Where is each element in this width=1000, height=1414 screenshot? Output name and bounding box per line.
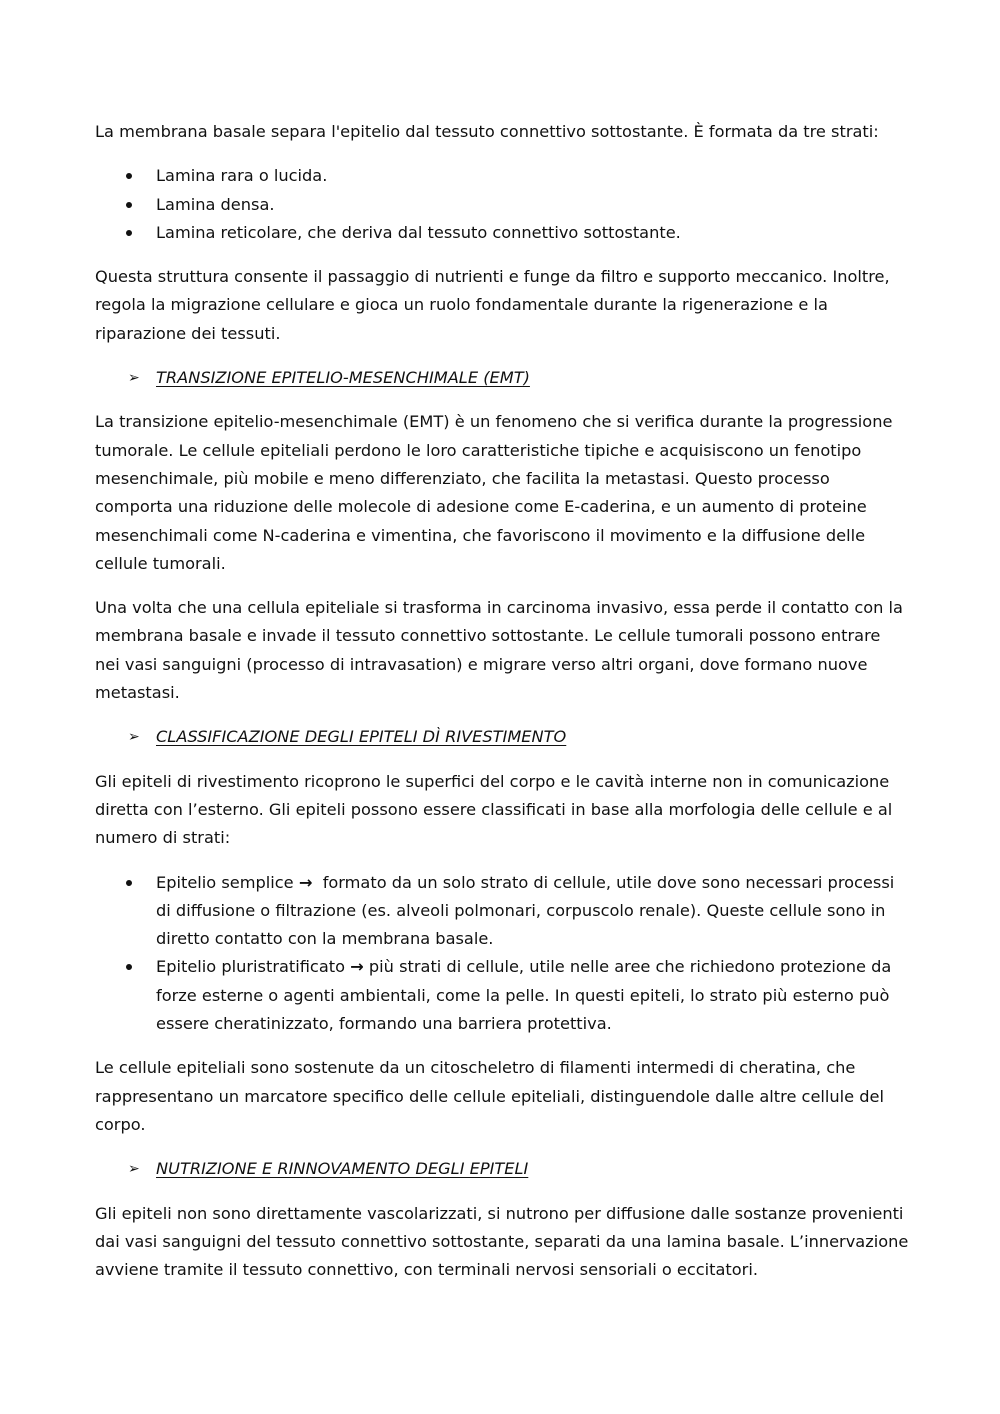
epithelia-list [95, 869, 910, 1039]
list-item-text: formato da un solo strato di cellule, utile dove sono necessari processi di diffusione o filtrazione (es. alveoli polmonari, corpuscolo renale). Queste cellule sono in diretto contatto con la membrana basale. [156, 872, 895, 949]
list-item-text: Lamina rara o lucida. [156, 166, 328, 186]
list-item-term: Epitelio pluristratificato [156, 957, 346, 977]
list-item-text: Lamina reticolare, che deriva dal tessuto connettivo sottostante. [156, 222, 681, 242]
bullet-icon [126, 964, 132, 970]
right-arrow-icon: → [298, 872, 313, 892]
list-item [95, 162, 910, 190]
bullet-icon [126, 202, 132, 208]
bullet-icon [126, 173, 132, 179]
section-heading-text: CLASSIFICAZIONE DEGLI EPITELI DÌ RIVESTIMENTO [156, 727, 567, 747]
bullet-icon [126, 230, 132, 236]
list-item [95, 953, 910, 1038]
paragraph-nutrition: Gli epiteli non sono direttamente vascolarizzati, si nutrono per diffusione dalle sostanze provenienti dai vasi sanguigni del tessuto connettivo sottostante, separati da una lamina basale. L’innervazione avviene tramite il tessuto connettivo, con terminali nervosi sensoriali o eccitatori. [95, 1203, 909, 1280]
list-item-text: più strati di cellule, utile nelle aree che richiedono protezione da forze esterne o agenti ambientali, come la pelle. In questi epiteli, lo strato più esterno può essere cheratinizzato, formando una barriera protettiva. [156, 957, 892, 1034]
list-item-text: Lamina densa. [156, 194, 275, 214]
arrowhead-bullet-icon: ➢ [128, 729, 140, 746]
right-arrow-icon: → [350, 957, 364, 977]
paragraph-basement-membrane: La membrana basale separa l'epitelio dal tessuto connettivo sottostante. È formata da tre strati: [95, 122, 879, 141]
layers-list [95, 162, 910, 247]
section-heading-nutrition [95, 1155, 910, 1183]
section-heading-emt [95, 364, 910, 392]
list-item [95, 191, 910, 219]
paragraph-emt: La transizione epitelio-mesenchimale (EMT) è un fenomeno che si verifica durante la progressione tumorale. Le cellule epiteliali perdono le loro caratteristiche tipiche e acquisiscono un fenotipo mesenchimale, più mobile e meno differenziato, che facilita la metastasi. Questo processo comporta una riduzione delle molecole di adesione come E-caderina, e un aumento di proteine mesenchimali come N-caderina e vimentina, che favoriscono il movimento e la diffusione delle cellule tumorali. [95, 412, 893, 573]
list-item-term: Epitelio semplice [156, 872, 294, 892]
paragraph-cytoskeleton: Le cellule epiteliali sono sostenute da un citoscheletro di filamenti intermedi di cheratina, che rappresentano un marcatore specifico delle cellule epiteliali, distinguendole dalle altre cellule del corpo. [95, 1058, 884, 1134]
paragraph-carcinoma: Una volta che una cellula epiteliale si trasforma in carcinoma invasivo, essa perde il contatto con la membrana basale e invade il tessuto connettivo sottostante. Le cellule tumorali possono entrare nei vasi sanguigni (processo di intravasation) e migrare verso altri organi, dove formano nuove metastasi. [95, 598, 903, 703]
bullet-icon [126, 880, 132, 886]
section-heading-text: TRANSIZIONE EPITELIO-MESENCHIMALE (EMT) [156, 368, 530, 388]
section-heading-classification [95, 723, 910, 751]
arrowhead-bullet-icon: ➢ [128, 1161, 140, 1178]
list-item [95, 219, 910, 247]
list-item [95, 869, 910, 954]
paragraph-lining-epithelia: Gli epiteli di rivestimento ricoprono le superfici del corpo e le cavità interne non in comunicazione diretta con l’esterno. Gli epiteli possono essere classificati in base alla morfologia delle cellule e al numero di strati: [95, 771, 893, 848]
document-body [95, 118, 910, 1300]
paragraph-structure-function: Questa struttura consente il passaggio di nutrienti e funge da filtro e supporto meccanico. Inoltre, regola la migrazione cellulare e gioca un ruolo fondamentale durante la rigenerazione e la riparazione dei tessuti. [95, 267, 890, 343]
section-heading-text: NUTRIZIONE E RINNOVAMENTO DEGLI EPITELI [156, 1159, 529, 1179]
arrowhead-bullet-icon: ➢ [128, 370, 140, 387]
